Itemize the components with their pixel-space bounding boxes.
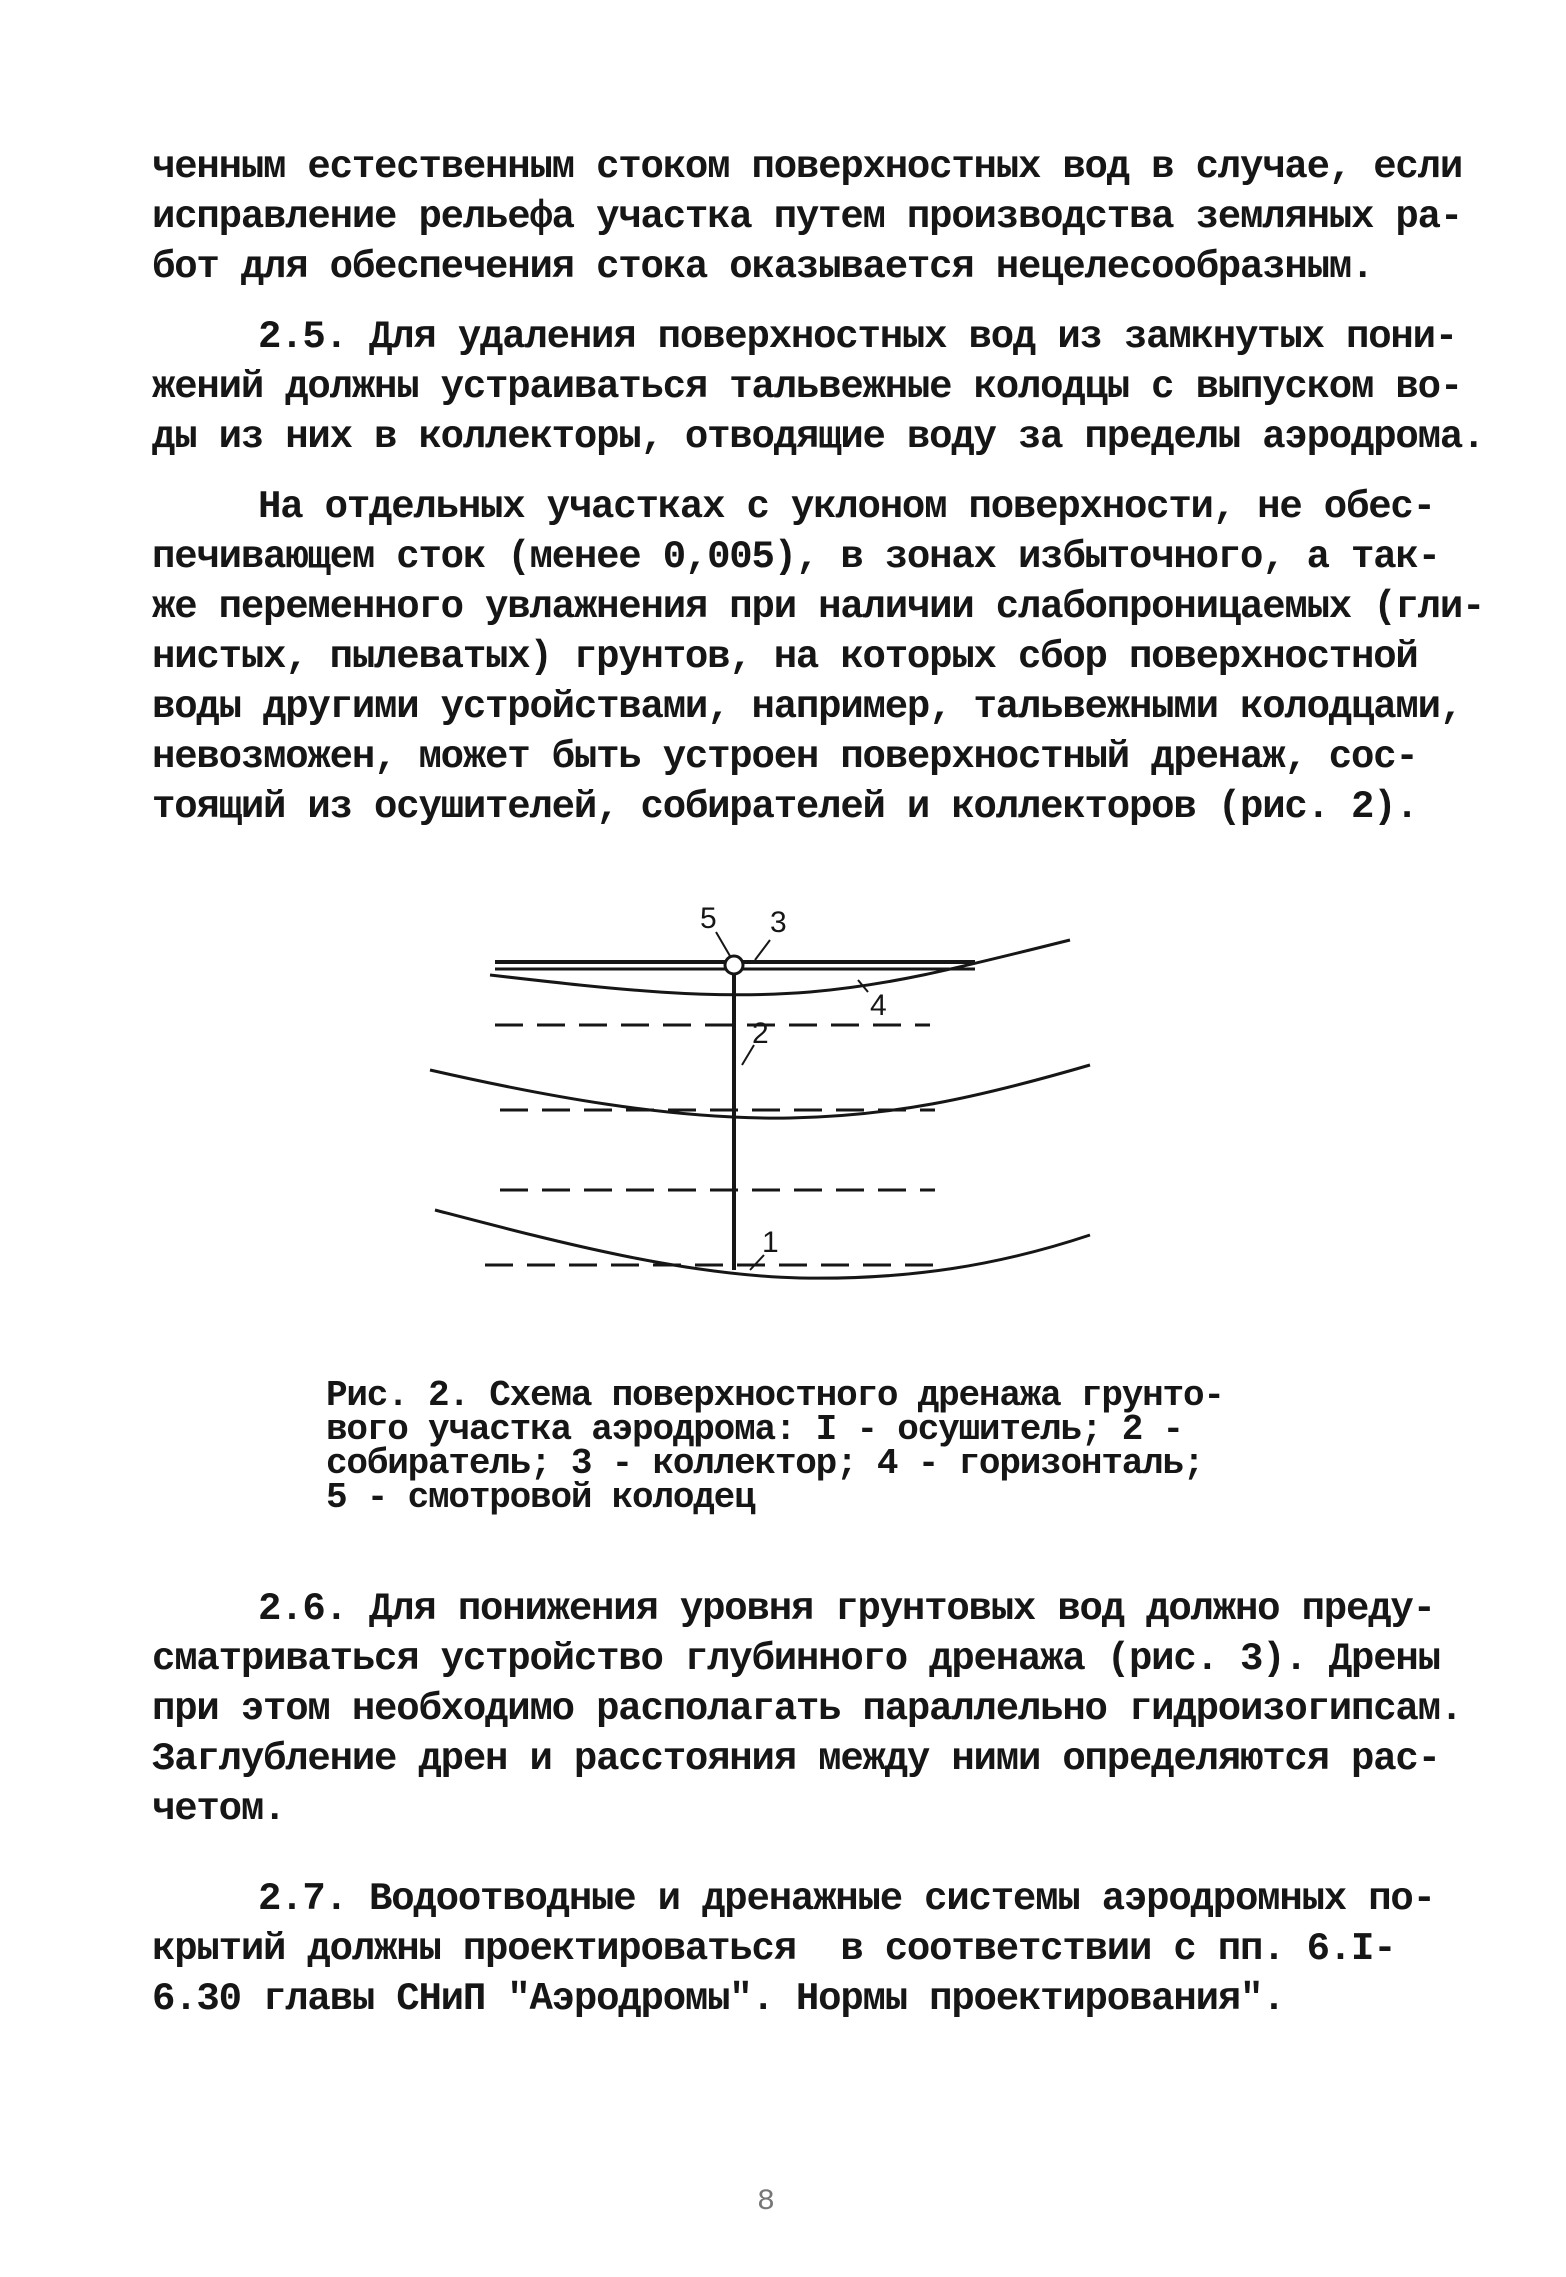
text-line: 2.5. Для удаления поверхностных вод из замкнутых пони- (258, 315, 1458, 359)
label-well: 5 (700, 902, 717, 935)
text-line: сматриваться устройство глубинного дренажа (рис. 3). Дрены (152, 1637, 1440, 1681)
text-line: Заглубление дрен и расстояния между ними определяются рас- (152, 1737, 1440, 1781)
caption-line: вого участка аэродрома: I - осушитель; 2 - (326, 1409, 1183, 1450)
text-line: воды другими устройствами, например, тальвежными колодцами, (152, 685, 1463, 729)
text-line: ченным естественным стоком поверхностных вод в случае, если (152, 145, 1463, 189)
text-line: 2.7. Водоотводные и дренажные системы аэродромных по- (258, 1877, 1435, 1921)
text-line: же переменного увлажнения при наличии слабопроницаемых (гли- (152, 585, 1485, 629)
leader-line-collector (755, 940, 770, 960)
text-line: крытий должны проектироваться в соответствии с пп. 6.I- (152, 1927, 1396, 1971)
label-gatherer: 2 (752, 1017, 769, 1050)
text-line: печивающем сток (менее 0,005), в зонах избыточного, а так- (152, 535, 1440, 579)
text-line: жений должны устраиваться тальвежные колодцы с выпуском во- (152, 365, 1463, 409)
text-line: при этом необходимо располагать параллельно гидроизогипсам. (152, 1687, 1463, 1731)
text-line: бот для обеспечения стока оказывается нецелесообразным. (152, 245, 1374, 289)
drainage-diagram (390, 880, 1150, 1300)
leader-line-well (716, 932, 730, 956)
contour-line-top (490, 940, 1070, 995)
text-line: исправление рельефа участка путем производства земляных ра- (152, 195, 1463, 239)
text-line: невозможен, может быть устроен поверхностный дренаж, сос- (152, 735, 1418, 779)
text-line: нистых, пылеватых) грунтов, на которых сбор поверхностной (152, 635, 1418, 679)
caption-line: собиратель; 3 - коллектор; 4 - горизонталь; (326, 1443, 1204, 1484)
figure-drainage-scheme (390, 880, 1150, 1300)
label-drain: 1 (762, 1226, 779, 1259)
label-collector: 3 (770, 906, 787, 939)
inspection-well-icon (725, 956, 743, 974)
text-line: тоящий из осушителей, собирателей и коллекторов (рис. 2). (152, 785, 1418, 829)
caption-line: 5 - смотровой колодец (326, 1477, 755, 1518)
label-contour: 4 (870, 989, 887, 1022)
text-line: 6.30 главы СНиП "Аэродромы". Нормы проектирования". (152, 1977, 1285, 2021)
page-number: 8 (757, 2185, 776, 2219)
caption-line: Рис. 2. Схема поверхностного дренажа грунто- (326, 1375, 1224, 1416)
text-line: ды из них в коллекторы, отводящие воду за пределы аэродрома. (152, 415, 1485, 459)
text-line: 2.6. Для понижения уровня грунтовых вод должно преду- (258, 1587, 1435, 1631)
text-line: четом. (152, 1787, 286, 1831)
text-line: На отдельных участках с уклоном поверхности, не обес- (258, 485, 1435, 529)
